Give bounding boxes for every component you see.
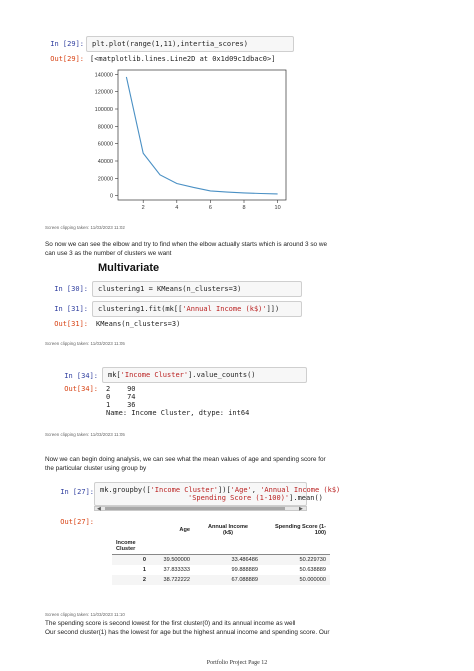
y-tick-label: 40000 — [97, 159, 113, 165]
y-tick-label: 120000 — [94, 89, 113, 96]
cell-31-code-prefix: clustering1.fit(mk[[ — [98, 305, 183, 313]
x-tick-label: 8 — [242, 205, 246, 211]
index-name-text: Income — [116, 540, 136, 546]
code-string: 'Annual Income (k$) — [260, 486, 341, 494]
cell-31-out-prompt: Out[31]: — [54, 320, 88, 328]
row-index: 0 — [142, 557, 146, 563]
cell-spending-score: 50.638889 — [299, 567, 326, 573]
x-tick-label: 10 — [274, 205, 281, 211]
cell-31-in-prompt: In [31]: — [54, 305, 88, 313]
table-row — [112, 575, 330, 585]
y-tick-label: 0 — [109, 193, 113, 200]
scroll-right-arrow-icon[interactable]: ▶ — [299, 506, 303, 512]
table-corner-cell — [112, 522, 150, 538]
cell-age: 37.833333 — [163, 567, 190, 573]
value-count-line: 0 74 — [106, 393, 136, 401]
caption-4: Screen clipping taken: 11/03/2023 11:10 — [45, 612, 125, 617]
y-tick-label: 140000 — [94, 72, 113, 79]
cell-34-code-string: 'Income Cluster' — [120, 371, 189, 379]
table-row — [112, 565, 330, 575]
scrollbar-thumb[interactable] — [105, 507, 285, 510]
paragraph-conclusion-line1: The spending score is second lowest for the first cluster(0) and its annual income as well — [45, 620, 296, 627]
y-tick-label: 100000 — [94, 107, 113, 113]
cell-27-code[interactable] — [94, 482, 341, 506]
cell-34-code[interactable] — [102, 367, 307, 383]
index-name-row — [112, 538, 330, 555]
y-tick-label: 20000 — [97, 176, 113, 183]
cell-27-code-line-1 — [100, 486, 341, 494]
cell-27-code-line-2 — [100, 494, 323, 502]
code-string: 'Spending Score (1-100)' — [188, 494, 290, 502]
column-header-annual-income — [194, 522, 262, 538]
value-count-line: 2 90 — [106, 385, 136, 393]
caption-1: Screen clipping taken: 11/03/2023 11:02 — [45, 225, 125, 230]
elbow-line-chart — [84, 66, 294, 216]
paragraph-elbow-line2: can use 3 as the number of clusters we want — [45, 250, 172, 257]
cell-annual-income: 99.888889 — [231, 567, 258, 573]
cell-31-code-suffix: ]]) — [266, 305, 280, 313]
code-token: ])[ — [218, 486, 231, 494]
x-tick-label: 2 — [141, 205, 145, 211]
cell-31-code[interactable] — [92, 301, 302, 317]
cell-27-out-prompt: Out[27]: — [60, 518, 94, 526]
cell-34-output — [106, 385, 249, 417]
index-name-cell — [112, 538, 150, 555]
column-header-spending-score — [262, 522, 330, 538]
paragraph-elbow-line1: So now we can see the elbow and try to find when the elbow actually starts which is around 3 so we — [45, 241, 328, 248]
cell-30-in-prompt: In [30]: — [54, 285, 88, 293]
cell-27-in-prompt: In [27]: — [60, 488, 94, 496]
series-line — [126, 77, 277, 194]
cell-29-code[interactable]: plt.plot(range(1,11),intertia_scores) — [86, 36, 294, 52]
column-header-age — [150, 522, 194, 538]
cell-30-code[interactable]: clustering1 = KMeans(n_clusters=3) — [92, 281, 302, 297]
table-row — [112, 555, 330, 566]
cell-spending-score: 50.000000 — [299, 577, 326, 583]
scroll-left-arrow-icon[interactable]: ◀ — [97, 506, 101, 512]
cell-31-code-string: 'Annual Income (k$)' — [182, 305, 267, 313]
cell-34-in-prompt: In [34]: — [64, 372, 98, 380]
cell-31-output: KMeans(n_clusters=3) — [96, 320, 181, 328]
column-header-text: Age — [179, 527, 190, 533]
caption-3: Screen clipping taken: 11/03/2023 11:05 — [45, 432, 125, 437]
cell-age: 39.500000 — [163, 557, 190, 563]
caption-2: Screen clipping taken: 11/03/2023 11:05 — [45, 341, 125, 346]
code-token: ].mean() — [289, 494, 323, 502]
horizontal-scrollbar[interactable] — [94, 506, 307, 511]
column-header-text: Annual Income — [207, 524, 249, 530]
paragraph-analysis-line2: the particular cluster using group by — [45, 465, 147, 472]
cell-29-output: [<matplotlib.lines.Line2D at 0x1d09c1dbac0>] — [90, 55, 276, 63]
groupby-mean-table — [112, 522, 330, 585]
row-index: 2 — [142, 577, 146, 583]
cell-annual-income: 67.088889 — [231, 577, 258, 583]
x-tick-label: 6 — [208, 205, 212, 211]
page-footer: Portfolio Project Page 12 — [206, 660, 268, 666]
plot-frame — [118, 70, 286, 200]
index-name-text: Cluster — [116, 546, 136, 552]
code-string: 'Income Cluster' — [150, 486, 219, 494]
section-heading-multivariate: Multivariate — [98, 262, 160, 274]
cell-age: 38.722222 — [163, 577, 190, 583]
cell-34-out-prompt: Out[34]: — [64, 385, 98, 393]
y-tick-label: 60000 — [97, 141, 113, 148]
column-header-text: (k$) — [223, 530, 233, 536]
paragraph-conclusion-line2: Our second cluster(1) has the lowest for age but the highest annual income and spending score. Our — [45, 629, 330, 636]
cell-29-in-prompt: In [29]: — [50, 40, 84, 48]
cell-annual-income: 33.486486 — [231, 557, 258, 563]
value-count-line: 1 36 — [106, 401, 136, 409]
column-header-text: 100) — [314, 530, 326, 536]
x-tick-label: 4 — [175, 205, 179, 211]
code-string: 'Age' — [230, 486, 252, 494]
cell-spending-score: 50.229730 — [299, 557, 326, 563]
cell-34-code-prefix: mk[ — [108, 371, 121, 379]
code-token: mk.groupby([ — [100, 486, 151, 494]
value-count-line: Name: Income Cluster, dtype: int64 — [106, 409, 250, 417]
y-tick-label: 80000 — [97, 124, 113, 131]
column-header-text: Spending Score (1- — [275, 524, 326, 530]
paragraph-analysis-line1: Now we can begin doing analysis, we can see what the mean values of age and spending score for — [45, 456, 326, 463]
cell-29-out-prompt: Out[29]: — [50, 55, 84, 63]
dataframe-output — [112, 522, 330, 585]
table-header-row — [112, 522, 330, 538]
cell-34-code-suffix: ].value_counts() — [188, 371, 256, 379]
row-index: 1 — [142, 567, 146, 573]
code-token: , — [251, 486, 261, 494]
